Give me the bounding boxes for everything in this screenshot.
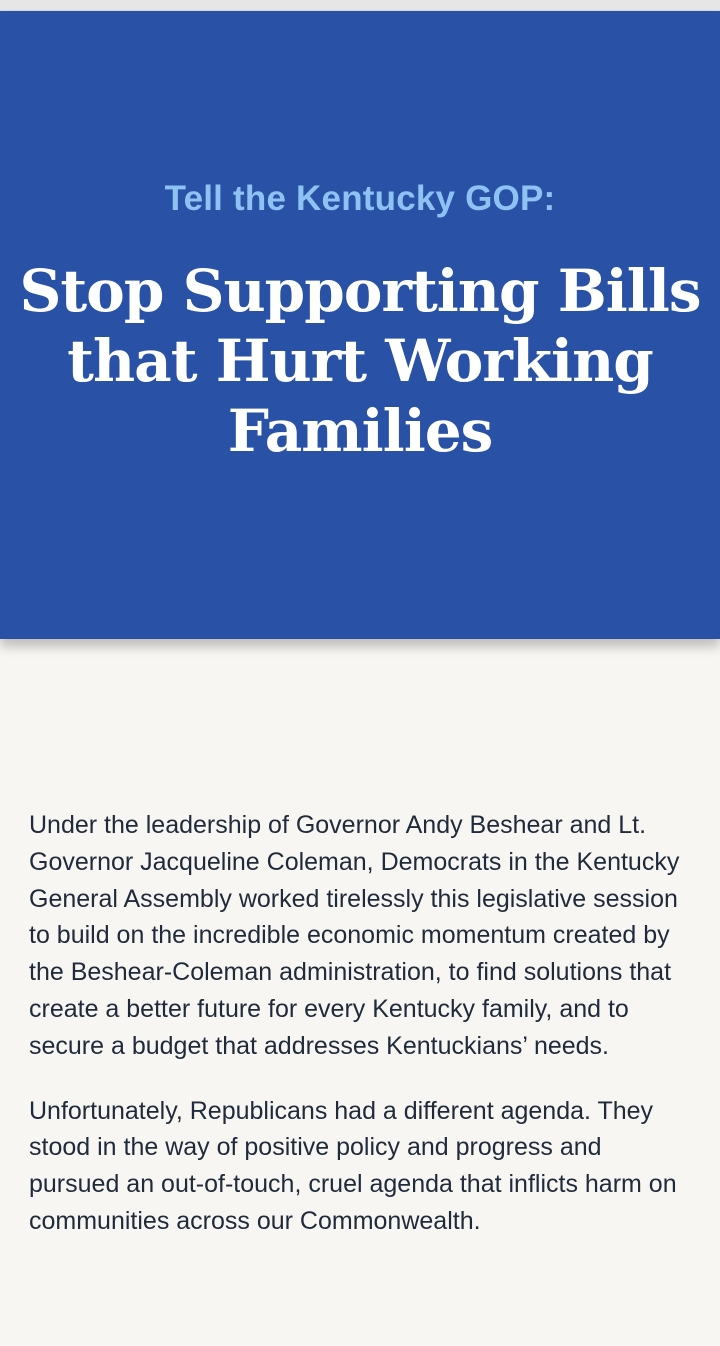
hero-kicker: Tell the Kentucky GOP: <box>164 179 556 218</box>
paragraph-intro: Under the leadership of Governor Andy Beshear and Lt. Governor Jacqueline Coleman, Democrats in the Kentucky General Assembly worked tirelessly this legislative session to build on the incredible economic momentum created by the Beshear-Coleman administration, to find solutions that create a better future for every Kentucky family, and to secure a budget that addresses Kentuckians’ needs. <box>29 811 680 1060</box>
hero-headline: Stop Supporting Bills that Hurt Working Families <box>19 257 701 465</box>
article-body <box>29 807 697 1268</box>
paragraph-republicans: Unfortunately, Republicans had a different agenda. They stood in the way of positive policy and progress and pursued an out-of-touch, cruel agenda that inflicts harm on communities across our Commonwealth. <box>29 1096 677 1235</box>
top-strip <box>0 0 720 11</box>
hero-banner <box>0 11 720 639</box>
